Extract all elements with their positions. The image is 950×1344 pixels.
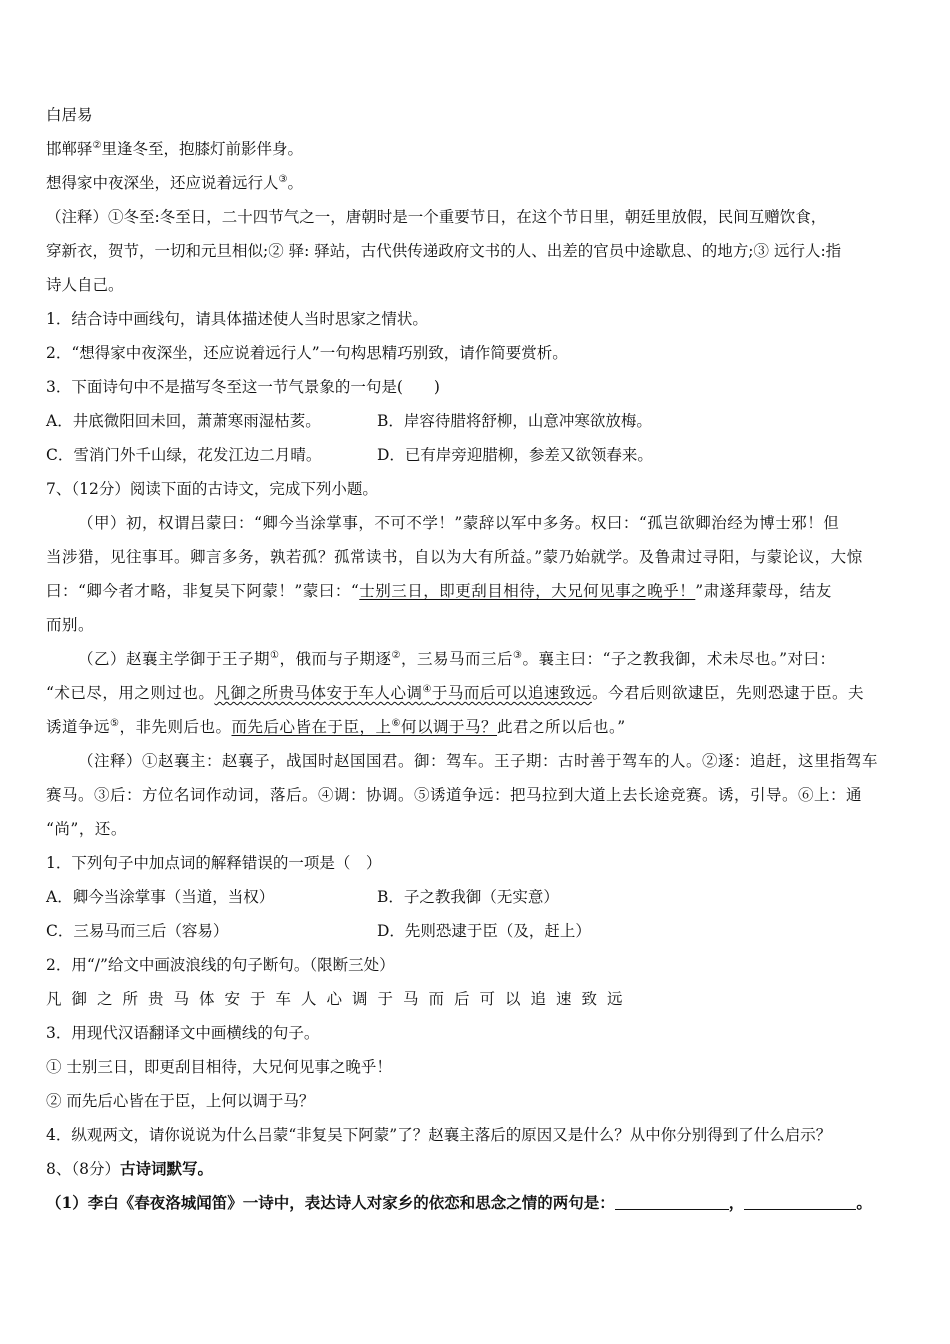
poem-note-line-2: 穿新衣，贺节，一切和元旦相似;② 驿: 驿站，古代供传递政府文书的人、出差的官员中途歇息、的地方;③ 远行人:指 bbox=[46, 242, 842, 260]
q7-subquestion-2: 2．用“/”给文中画波浪线的句子断句。（限断三处） bbox=[46, 956, 395, 974]
q7-options-ab bbox=[46, 880, 908, 914]
poem-line-1: 邯郸驿②里逢冬至，抱膝灯前影伴身。 bbox=[46, 139, 303, 158]
q7-note-line-2: 赛马。③后：方位名词作动词，落后。④调：协调。⑤诱道争远：把马拉到大道上去长途竞赛。诱，引导。⑥上：通 bbox=[46, 786, 863, 804]
jia-line-1: （甲）初，权谓吕蒙曰：“卿今当涂掌事，不可不学！”蒙辞以军中多务。权曰：“孤岂欲卿治经为博士邪！但 bbox=[78, 514, 840, 532]
poem-question-2: 2．“想得家中夜深坐，还应说着远行人”一句构思精巧别致，请作简要赏析。 bbox=[46, 344, 568, 362]
answer-blank-1[interactable] bbox=[615, 1193, 729, 1210]
poem-question-3: 3．下面诗句中不是描写冬至这一节气景象的一句是( ) bbox=[46, 378, 440, 396]
q7-option-a: A．卿今当涂掌事（当道，当权） bbox=[46, 888, 275, 906]
jia-line-3: 曰：“卿今者才略，非复吴下阿蒙！”蒙曰：“士别三日，即更刮目相待，大兄何见事之晚乎！”肃遂拜蒙母，结友 bbox=[46, 582, 832, 600]
q8-heading: 8、（8分）古诗词默写。 bbox=[46, 1159, 213, 1178]
poem-question-1: 1．结合诗中画线句，请具体描述使人当时思家之情状。 bbox=[46, 310, 428, 328]
q7-heading: 7、（12分）阅读下面的古诗文，完成下列小题。 bbox=[46, 480, 378, 498]
option-c: C．雪消门外千山绿，花发江边二月晴。 bbox=[46, 446, 322, 464]
jia-line-4: 而别。 bbox=[46, 616, 95, 634]
yi-wavy-sentence: 凡御之所贵马体安于车人心调④于马而后可以追速致远 bbox=[214, 683, 592, 702]
q7-subquestion-3: 3．用现代汉语翻译文中画横线的句子。 bbox=[46, 1024, 320, 1042]
poem-line-2: 想得家中夜深坐，还应说着远行人③。 bbox=[46, 173, 303, 192]
option-b: B．岸容待腊将舒柳，山意冲寒欲放梅。 bbox=[377, 412, 652, 430]
q7-option-d: D．先则恐逮于臣（及，赶上） bbox=[377, 922, 591, 940]
q7-options-cd bbox=[46, 914, 908, 948]
option-d: D．已有岸旁迎腊柳，参差又欲领春来。 bbox=[377, 446, 653, 464]
document-page bbox=[46, 98, 908, 1220]
poem-options-cd bbox=[46, 438, 908, 472]
q7-option-b: B．子之教我御（无实意） bbox=[377, 888, 559, 906]
q7-note-line-3: “尚”，还。 bbox=[46, 820, 127, 838]
yi-underlined-sentence: 而先后心皆在于臣，上⑥何以调于马？ bbox=[231, 717, 497, 736]
q7-sentence-to-punctuate: 凡御之所贵马体安于车人心调于马而后可以追速致远 bbox=[46, 990, 633, 1008]
q7-translate-2: ② 而先后心皆在于臣，上何以调于马？ bbox=[46, 1092, 315, 1110]
yi-line-3: 诱道争远⑤，非先则后也。而先后心皆在于臣，上⑥何以调于马？此君之所以后也。” bbox=[46, 717, 626, 736]
poem-note-line-1: （注释）①冬至:冬至日，二十四节气之一，唐朝时是一个重要节日，在这个节日里，朝廷里放假，民间互赠饮食， bbox=[46, 208, 827, 226]
q7-note-line-1: （注释）①赵襄主：赵襄子，战国时赵国国君。御：驾车。王子期：古时善于驾车的人。②逐：追赶，这里指驾车 bbox=[78, 752, 879, 770]
q8-item-1: （1）李白《春夜洛城闻笛》一诗中，表达诗人对家乡的依恋和思念之情的两句是： ， 。 bbox=[46, 1193, 872, 1212]
poem-options-ab bbox=[46, 404, 908, 438]
option-a: A．井底微阳回未回，萧萧寒雨湿枯荄。 bbox=[46, 412, 321, 430]
jia-line-2: 当涉猎，见往事耳。卿言多务，孰若孤？孤常读书，自以为大有所益。”蒙乃始就学。及鲁肃过寻阳，与蒙论议，大惊 bbox=[46, 548, 863, 566]
q7-subquestion-1: 1．下列句子中加点词的解释错误的一项是（ ） bbox=[46, 854, 382, 872]
q7-subquestion-4: 4．纵观两文，请你说说为什么吕蒙“非复吴下阿蒙”了？赵襄主落后的原因又是什么？从中你分别得到了什么启示？ bbox=[46, 1126, 832, 1144]
jia-underlined-sentence: 士别三日，即更刮目相待，大兄何见事之晚乎！ bbox=[359, 582, 696, 600]
q7-option-c: C．三易马而三后（容易） bbox=[46, 922, 229, 940]
yi-line-1: （乙）赵襄主学御于王子期①，俄而与子期逐②，三易马而三后③。襄主曰：“子之教我御，术未尽也。”对曰： bbox=[78, 649, 836, 668]
poem-author: 白居易 bbox=[46, 106, 93, 124]
yi-line-2: “术已尽，用之则过也。凡御之所贵马体安于车人心调④于马而后可以追速致远。今君后则欲逮臣，先则恐逮于臣。夫 bbox=[46, 683, 864, 702]
answer-blank-2[interactable] bbox=[744, 1193, 856, 1210]
q7-translate-1: ① 士别三日，即更刮目相待，大兄何见事之晚乎！ bbox=[46, 1058, 392, 1076]
poem-note-line-3: 诗人自己。 bbox=[46, 276, 124, 294]
